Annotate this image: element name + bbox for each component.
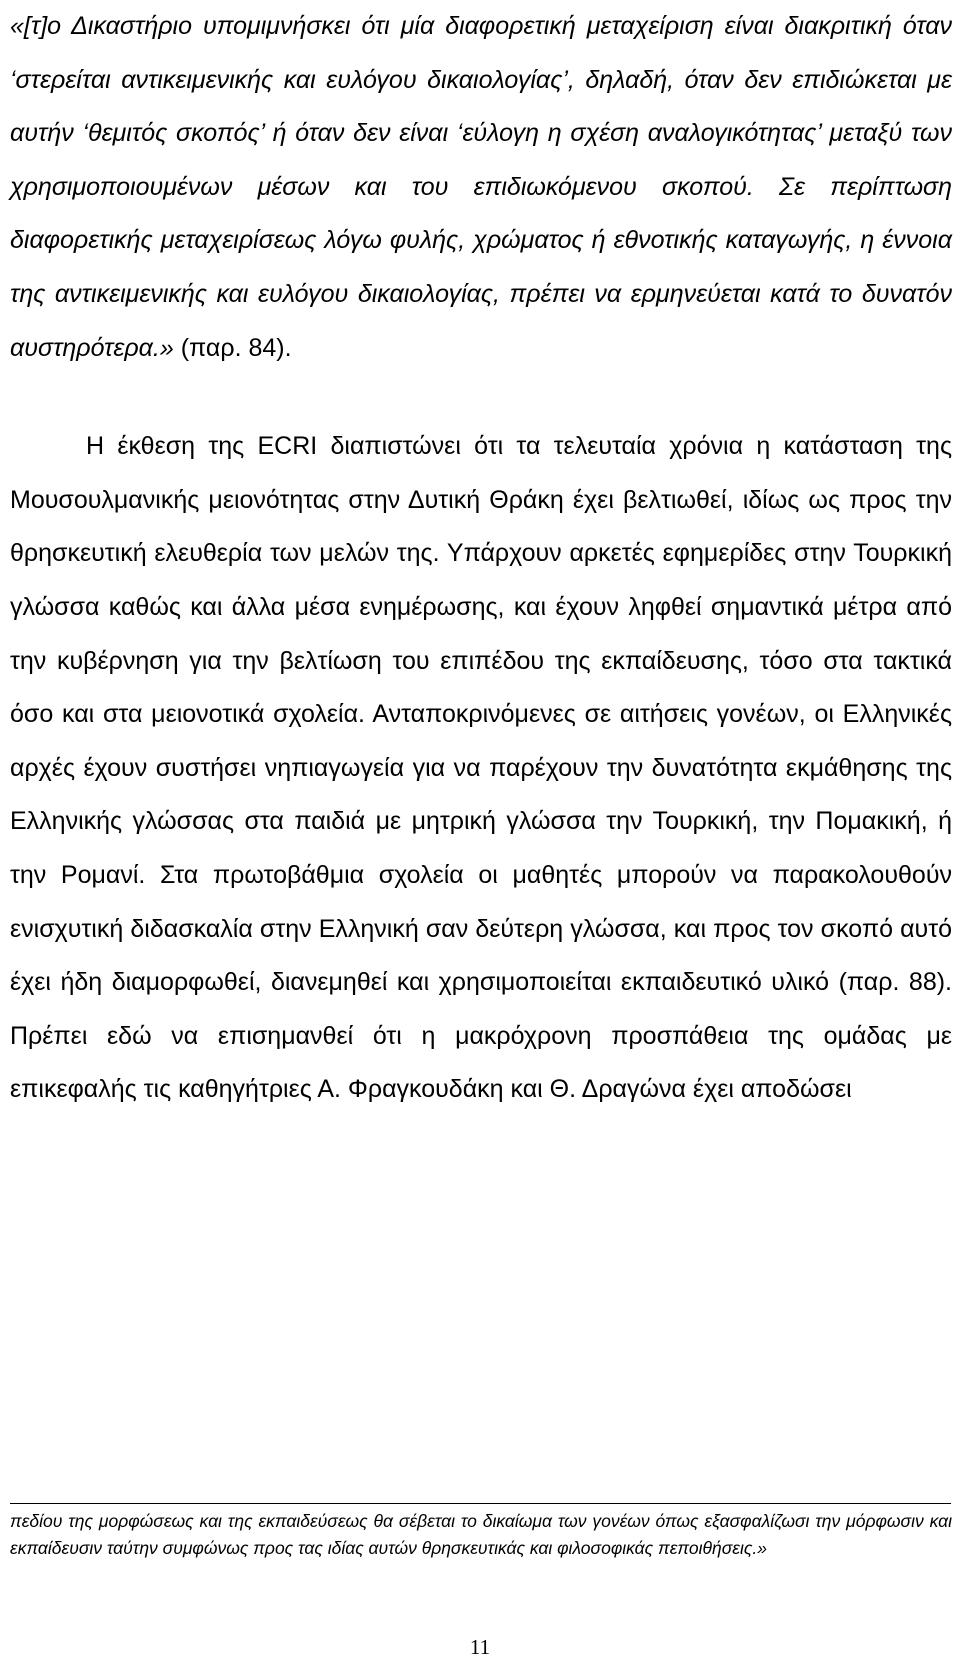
- footnote-text: πεδίου της μορφώσεως και της εκπαιδεύσεως θα σέβεται το δικαίωμα των γονέων όπως εξασφαλίζωσι την μόρφωσιν και εκπαίδευσιν ταύτην συμφώνως προς τας ιδίας αυτών θρησκευτικάς και φιλοσοφικάς πεποιθήσεις.»: [10, 1511, 952, 1558]
- document-page: [10, 0, 952, 1117]
- quoted-paragraph: [10, 0, 952, 375]
- body-paragraph: Η έκθεση της ECRI διαπιστώνει ότι τα τελευταία χρόνια η κατάσταση της Μουσουλμανικής μειονότητας στην Δυτική Θράκη έχει βελτιωθεί, ιδίως ως προς την θρησκευτική ελευθερία των μελών της. Υπάρχουν αρκετές εφημερίδες στην Τουρκική γλώσσα καθώς και άλλα μέσα ενημέρωσης, και έχουν ληφθεί σημαντικά μέτρα από την κυβέρνηση για την βελτίωση του επιπέδου της εκπαίδευσης, τόσο στα τακτικά όσο και στα μειονοτικά σχολεία. Ανταποκρινόμενες σε αιτήσεις γονέων, οι Ελληνικές αρχές έχουν συστήσει νηπιαγωγεία για να παρέχουν την δυνατότητα εκμάθησης της Ελληνικής γλώσσας στα παιδιά με μητρική γλώσσα την Τουρκική, την Πομακική, ή την Ρομανί. Στα πρωτοβάθμια σχολεία οι μαθητές μπορούν να παρακολουθούν ενισχυτική διδασκαλία στην Ελληνική σαν δεύτερη γλώσσα, και προς τον σκοπό αυτό έχει ήδη διαμορφωθεί, διανεμηθεί και χρησιμοποιείται εκπαιδευτικό υλικό (παρ. 88). Πρέπει εδώ να επισημανθεί ότι η μακρόχρονη προσπάθεια της ομάδας με επικεφαλής τις καθηγήτριες Α. Φραγκουδάκη και Θ. Δραγώνα έχει αποδώσει: [10, 432, 952, 1104]
- quote-reference: (παρ. 84).: [180, 333, 292, 362]
- footnote-divider: [10, 1503, 951, 1504]
- page-number: 11: [469, 1635, 491, 1659]
- court-quote-text: «[τ]ο Δικαστήριο υπομιμνήσκει ότι μία διαφορετική μεταχείριση είναι διακριτική όταν ‘στερείται αντικειμενικής και ευλόγου δικαιολογίας’, δηλαδή, όταν δεν επιδιώκεται με αυτήν ‘θεμιτός σκοπός’ ή όταν δεν είναι ‘εύλογη η σχέση αναλογικότητας’ μεταξύ των χρησιμοποιουμένων μέσων και του επιδιωκόμενου σκοπού. Σε περίπτωση διαφορετικής μεταχειρίσεως λόγω φυλής, χρώματος ή εθνοτικής καταγωγής, η έννοια της αντικειμενικής και ευλόγου δικαιολογίας, πρέπει να ερμηνεύεται κατά το δυνατόν αυστηρότερα.»: [10, 12, 952, 362]
